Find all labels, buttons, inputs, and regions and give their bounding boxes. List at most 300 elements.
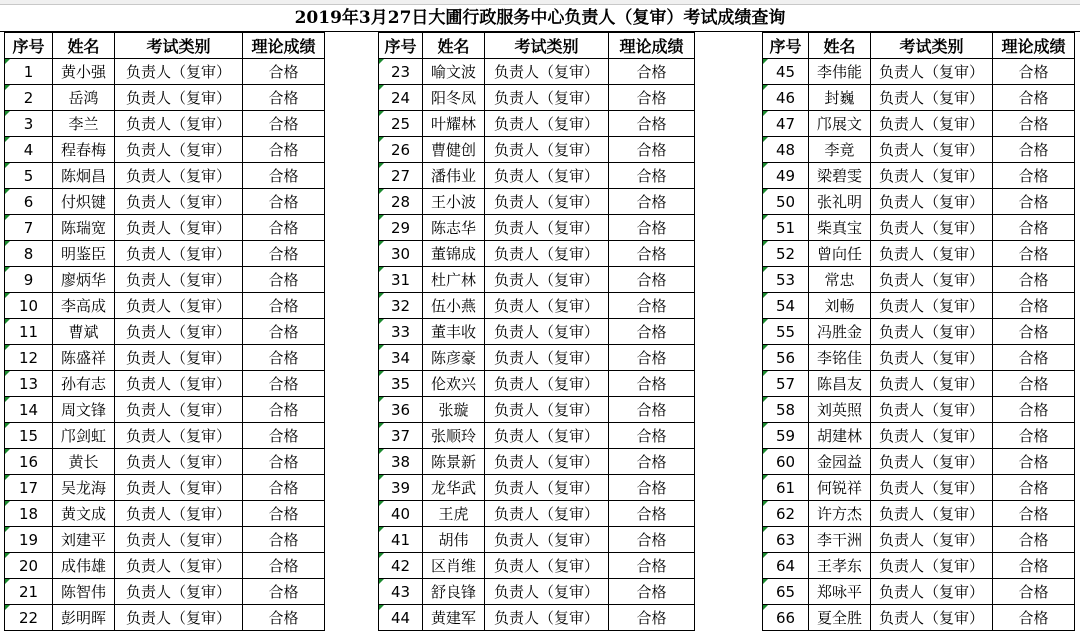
cell-name: 王小波: [423, 189, 485, 215]
cell-category: 负责人（复审）: [871, 475, 993, 501]
cell-name: 陈智伟: [53, 579, 115, 605]
cell-category: 负责人（复审）: [115, 189, 243, 215]
cell-score: 合格: [243, 59, 325, 85]
cell-name: 喻文波: [423, 59, 485, 85]
header-name: 姓名: [53, 33, 115, 59]
cell-category: 负责人（复审）: [115, 215, 243, 241]
cell-score: 合格: [243, 397, 325, 423]
cell-name: 明鉴臣: [53, 241, 115, 267]
cell-name: 柴真宝: [809, 215, 871, 241]
table-row: [5, 111, 325, 137]
cell-category: 负责人（复审）: [871, 85, 993, 111]
cell-score: 合格: [243, 319, 325, 345]
table-row: [5, 371, 325, 397]
cell-score: 合格: [609, 111, 695, 137]
cell-category: 负责人（复审）: [871, 215, 993, 241]
cell-score: 合格: [993, 371, 1075, 397]
cell-name: 李竟: [809, 137, 871, 163]
cell-category: 负责人（复审）: [485, 189, 609, 215]
header-score: 理论成绩: [609, 33, 695, 59]
table-row: [763, 397, 1075, 423]
results-table-right: [762, 32, 1075, 631]
table-row: [763, 293, 1075, 319]
cell-index: 35: [379, 371, 423, 397]
cell-category: 负责人（复审）: [115, 319, 243, 345]
cell-name: 冯胜金: [809, 319, 871, 345]
cell-name: 陈瑞宽: [53, 215, 115, 241]
cell-index: 1: [5, 59, 53, 85]
cell-score: 合格: [609, 137, 695, 163]
cell-score: 合格: [243, 371, 325, 397]
cell-index: 33: [379, 319, 423, 345]
table-row: [5, 475, 325, 501]
cell-name: 何锐祥: [809, 475, 871, 501]
cell-name: 张礼明: [809, 189, 871, 215]
cell-score: 合格: [609, 319, 695, 345]
table-row: [5, 189, 325, 215]
cell-category: 负责人（复审）: [485, 579, 609, 605]
cell-index: 12: [5, 345, 53, 371]
cell-score: 合格: [243, 605, 325, 631]
table-row: [379, 59, 695, 85]
cell-index: 28: [379, 189, 423, 215]
cell-index: 57: [763, 371, 809, 397]
cell-index: 54: [763, 293, 809, 319]
table-row: [379, 449, 695, 475]
cell-name: 阳冬凤: [423, 85, 485, 111]
table-row: [5, 553, 325, 579]
cell-index: 18: [5, 501, 53, 527]
table-row: [379, 475, 695, 501]
cell-score: 合格: [993, 553, 1075, 579]
cell-score: 合格: [993, 189, 1075, 215]
cell-index: 50: [763, 189, 809, 215]
cell-category: 负责人（复审）: [115, 111, 243, 137]
cell-index: 31: [379, 267, 423, 293]
cell-score: 合格: [609, 553, 695, 579]
cell-category: 负责人（复审）: [485, 293, 609, 319]
cell-score: 合格: [243, 449, 325, 475]
table-row: [5, 163, 325, 189]
cell-name: 成伟雄: [53, 553, 115, 579]
cell-index: 39: [379, 475, 423, 501]
cell-category: 负责人（复审）: [115, 449, 243, 475]
cell-index: 27: [379, 163, 423, 189]
cell-score: 合格: [243, 553, 325, 579]
cell-category: 负责人（复审）: [485, 241, 609, 267]
table-row: [5, 605, 325, 631]
cell-name: 黄长: [53, 449, 115, 475]
cell-score: 合格: [993, 423, 1075, 449]
cell-score: 合格: [993, 293, 1075, 319]
cell-score: 合格: [243, 579, 325, 605]
cell-score: 合格: [609, 527, 695, 553]
cell-name: 张璇: [423, 397, 485, 423]
table-row: [5, 527, 325, 553]
cell-score: 合格: [993, 579, 1075, 605]
cell-score: 合格: [243, 267, 325, 293]
table-row: [379, 527, 695, 553]
cell-score: 合格: [243, 527, 325, 553]
table-row: [763, 345, 1075, 371]
cell-score: 合格: [993, 59, 1075, 85]
table-row: [379, 85, 695, 111]
cell-name: 李伟能: [809, 59, 871, 85]
cell-score: 合格: [609, 215, 695, 241]
cell-score: 合格: [609, 189, 695, 215]
cell-name: 伦欢兴: [423, 371, 485, 397]
table-row: [379, 501, 695, 527]
table-row: [379, 111, 695, 137]
cell-category: 负责人（复审）: [871, 267, 993, 293]
table-row: [763, 501, 1075, 527]
cell-score: 合格: [243, 345, 325, 371]
cell-index: 51: [763, 215, 809, 241]
cell-score: 合格: [609, 397, 695, 423]
table-row: [379, 345, 695, 371]
cell-score: 合格: [609, 371, 695, 397]
table-row: [763, 111, 1075, 137]
cell-score: 合格: [993, 605, 1075, 631]
cell-name: 胡建林: [809, 423, 871, 449]
cell-category: 负责人（复审）: [871, 111, 993, 137]
table-row: [379, 579, 695, 605]
cell-category: 负责人（复审）: [485, 345, 609, 371]
cell-category: 负责人（复审）: [115, 85, 243, 111]
cell-category: 负责人（复审）: [485, 423, 609, 449]
table-row: [379, 215, 695, 241]
table-row: [5, 345, 325, 371]
cell-score: 合格: [609, 423, 695, 449]
cell-category: 负责人（复审）: [871, 579, 993, 605]
cell-category: 负责人（复审）: [871, 449, 993, 475]
cell-score: 合格: [243, 137, 325, 163]
cell-index: 46: [763, 85, 809, 111]
cell-index: 65: [763, 579, 809, 605]
cell-category: 负责人（复审）: [115, 397, 243, 423]
header-index: 序号: [379, 33, 423, 59]
cell-index: 40: [379, 501, 423, 527]
cell-category: 负责人（复审）: [871, 345, 993, 371]
cell-index: 66: [763, 605, 809, 631]
cell-index: 26: [379, 137, 423, 163]
cell-index: 55: [763, 319, 809, 345]
cell-category: 负责人（复审）: [115, 59, 243, 85]
cell-category: 负责人（复审）: [115, 293, 243, 319]
cell-name: 黄建军: [423, 605, 485, 631]
cell-category: 负责人（复审）: [871, 371, 993, 397]
cell-index: 42: [379, 553, 423, 579]
cell-name: 黄文成: [53, 501, 115, 527]
table-row: [763, 137, 1075, 163]
cell-name: 刘畅: [809, 293, 871, 319]
cell-name: 付炽键: [53, 189, 115, 215]
cell-name: 程春梅: [53, 137, 115, 163]
table-row: [763, 241, 1075, 267]
table-row: [379, 189, 695, 215]
cell-score: 合格: [993, 215, 1075, 241]
cell-index: 9: [5, 267, 53, 293]
cell-category: 负责人（复审）: [871, 59, 993, 85]
cell-index: 25: [379, 111, 423, 137]
cell-score: 合格: [243, 215, 325, 241]
cell-name: 李铭佳: [809, 345, 871, 371]
cell-name: 刘英照: [809, 397, 871, 423]
cell-category: 负责人（复审）: [871, 605, 993, 631]
table-row: [5, 397, 325, 423]
cell-category: 负责人（复审）: [871, 553, 993, 579]
cell-score: 合格: [993, 345, 1075, 371]
cell-index: 22: [5, 605, 53, 631]
cell-category: 负责人（复审）: [871, 137, 993, 163]
header-score: 理论成绩: [993, 33, 1075, 59]
cell-name: 常忠: [809, 267, 871, 293]
cell-index: 36: [379, 397, 423, 423]
cell-name: 邝展文: [809, 111, 871, 137]
cell-category: 负责人（复审）: [115, 527, 243, 553]
cell-name: 区肖维: [423, 553, 485, 579]
cell-category: 负责人（复审）: [485, 59, 609, 85]
table-row: [379, 137, 695, 163]
cell-index: 7: [5, 215, 53, 241]
cell-score: 合格: [243, 293, 325, 319]
header-category: 考试类别: [871, 33, 993, 59]
cell-score: 合格: [609, 449, 695, 475]
cell-name: 叶耀林: [423, 111, 485, 137]
cell-category: 负责人（复审）: [871, 423, 993, 449]
cell-name: 廖炳华: [53, 267, 115, 293]
cell-score: 合格: [609, 163, 695, 189]
table-row: [5, 137, 325, 163]
cell-name: 彭明晖: [53, 605, 115, 631]
cell-index: 4: [5, 137, 53, 163]
cell-name: 董丰收: [423, 319, 485, 345]
cell-category: 负责人（复审）: [485, 137, 609, 163]
cell-score: 合格: [243, 189, 325, 215]
cell-index: 5: [5, 163, 53, 189]
cell-category: 负责人（复审）: [871, 189, 993, 215]
cell-score: 合格: [243, 85, 325, 111]
cell-index: 53: [763, 267, 809, 293]
cell-index: 63: [763, 527, 809, 553]
cell-name: 曾向任: [809, 241, 871, 267]
table-row: [763, 475, 1075, 501]
cell-category: 负责人（复审）: [115, 241, 243, 267]
cell-index: 49: [763, 163, 809, 189]
cell-index: 29: [379, 215, 423, 241]
cell-score: 合格: [993, 111, 1075, 137]
table-row: [5, 293, 325, 319]
cell-name: 封巍: [809, 85, 871, 111]
table-row: [763, 59, 1075, 85]
cell-score: 合格: [609, 293, 695, 319]
cell-category: 负责人（复审）: [485, 319, 609, 345]
table-row: [379, 605, 695, 631]
table-row: [763, 423, 1075, 449]
cell-score: 合格: [993, 241, 1075, 267]
cell-index: 60: [763, 449, 809, 475]
cell-index: 45: [763, 59, 809, 85]
cell-score: 合格: [993, 163, 1075, 189]
cell-index: 19: [5, 527, 53, 553]
table-row: [5, 267, 325, 293]
cell-score: 合格: [993, 137, 1075, 163]
cell-name: 潘伟业: [423, 163, 485, 189]
cell-score: 合格: [993, 397, 1075, 423]
cell-category: 负责人（复审）: [485, 527, 609, 553]
cell-name: 金园益: [809, 449, 871, 475]
cell-index: 38: [379, 449, 423, 475]
cell-index: 16: [5, 449, 53, 475]
cell-name: 曹健创: [423, 137, 485, 163]
cell-name: 龙华武: [423, 475, 485, 501]
cell-name: 张顺玲: [423, 423, 485, 449]
cell-score: 合格: [243, 501, 325, 527]
table-row: [763, 527, 1075, 553]
cell-category: 负责人（复审）: [115, 605, 243, 631]
cell-name: 邝剑虹: [53, 423, 115, 449]
cell-name: 李高成: [53, 293, 115, 319]
cell-score: 合格: [993, 85, 1075, 111]
cell-index: 11: [5, 319, 53, 345]
cell-category: 负责人（复审）: [115, 163, 243, 189]
cell-category: 负责人（复审）: [871, 163, 993, 189]
cell-index: 3: [5, 111, 53, 137]
table-row: [5, 59, 325, 85]
table-row: [5, 501, 325, 527]
cell-name: 陈炯昌: [53, 163, 115, 189]
cell-category: 负责人（复审）: [485, 267, 609, 293]
table-row: [5, 215, 325, 241]
cell-score: 合格: [609, 267, 695, 293]
table-row: [763, 319, 1075, 345]
cell-score: 合格: [993, 475, 1075, 501]
cell-index: 21: [5, 579, 53, 605]
cell-index: 43: [379, 579, 423, 605]
cell-category: 负责人（复审）: [485, 111, 609, 137]
cell-score: 合格: [993, 319, 1075, 345]
table-row: [763, 449, 1075, 475]
table-row: [763, 215, 1075, 241]
cell-score: 合格: [993, 527, 1075, 553]
cell-category: 负责人（复审）: [115, 553, 243, 579]
cell-index: 64: [763, 553, 809, 579]
table-row: [763, 189, 1075, 215]
cell-score: 合格: [243, 111, 325, 137]
table-row: [5, 319, 325, 345]
cell-name: 陈昌友: [809, 371, 871, 397]
cell-category: 负责人（复审）: [115, 501, 243, 527]
table-row: [5, 241, 325, 267]
table-row: [379, 293, 695, 319]
cell-name: 梁碧雯: [809, 163, 871, 189]
cell-index: 30: [379, 241, 423, 267]
cell-score: 合格: [609, 501, 695, 527]
cell-name: 王虎: [423, 501, 485, 527]
cell-index: 48: [763, 137, 809, 163]
cell-category: 负责人（复审）: [485, 501, 609, 527]
cell-index: 20: [5, 553, 53, 579]
cell-index: 8: [5, 241, 53, 267]
cell-name: 曹斌: [53, 319, 115, 345]
cell-name: 陈志华: [423, 215, 485, 241]
cell-score: 合格: [993, 449, 1075, 475]
cell-score: 合格: [609, 579, 695, 605]
table-row: [763, 579, 1075, 605]
cell-score: 合格: [609, 475, 695, 501]
cell-category: 负责人（复审）: [871, 527, 993, 553]
cell-category: 负责人（复审）: [115, 267, 243, 293]
cell-name: 黄小强: [53, 59, 115, 85]
table-row: [5, 85, 325, 111]
table-row: [763, 163, 1075, 189]
cell-score: 合格: [243, 423, 325, 449]
cell-score: 合格: [243, 163, 325, 189]
cell-category: 负责人（复审）: [485, 85, 609, 111]
header-index: 序号: [5, 33, 53, 59]
cell-index: 44: [379, 605, 423, 631]
cell-index: 23: [379, 59, 423, 85]
cell-score: 合格: [993, 267, 1075, 293]
cell-index: 56: [763, 345, 809, 371]
cell-category: 负责人（复审）: [485, 449, 609, 475]
cell-index: 15: [5, 423, 53, 449]
cell-name: 舒良锋: [423, 579, 485, 605]
cell-name: 周文锋: [53, 397, 115, 423]
cell-category: 负责人（复审）: [485, 605, 609, 631]
table-row: [379, 371, 695, 397]
cell-index: 47: [763, 111, 809, 137]
cell-index: 24: [379, 85, 423, 111]
cell-name: 吴龙海: [53, 475, 115, 501]
cell-score: 合格: [993, 501, 1075, 527]
cell-category: 负责人（复审）: [871, 501, 993, 527]
header-name: 姓名: [423, 33, 485, 59]
cell-index: 58: [763, 397, 809, 423]
cell-category: 负责人（复审）: [871, 241, 993, 267]
cell-name: 陈盛祥: [53, 345, 115, 371]
cell-name: 陈彦豪: [423, 345, 485, 371]
cell-name: 李干洲: [809, 527, 871, 553]
cell-index: 41: [379, 527, 423, 553]
header-category: 考试类别: [485, 33, 609, 59]
cell-index: 34: [379, 345, 423, 371]
table-row: [379, 553, 695, 579]
cell-category: 负责人（复审）: [115, 371, 243, 397]
cell-category: 负责人（复审）: [115, 579, 243, 605]
cell-name: 李兰: [53, 111, 115, 137]
header-name: 姓名: [809, 33, 871, 59]
cell-index: 59: [763, 423, 809, 449]
cell-category: 负责人（复审）: [115, 137, 243, 163]
table-row: [379, 319, 695, 345]
table-row: [763, 267, 1075, 293]
cell-category: 负责人（复审）: [115, 345, 243, 371]
cell-score: 合格: [609, 59, 695, 85]
cell-name: 杜广林: [423, 267, 485, 293]
cell-index: 17: [5, 475, 53, 501]
page-title: 2019年3月27日大圃行政服务中心负责人（复审）考试成绩查询: [0, 5, 1080, 32]
cell-score: 合格: [609, 345, 695, 371]
cell-score: 合格: [609, 241, 695, 267]
table-row: [5, 579, 325, 605]
table-row: [763, 85, 1075, 111]
cell-index: 37: [379, 423, 423, 449]
cell-index: 2: [5, 85, 53, 111]
header-category: 考试类别: [115, 33, 243, 59]
cell-category: 负责人（复审）: [485, 397, 609, 423]
cell-index: 10: [5, 293, 53, 319]
